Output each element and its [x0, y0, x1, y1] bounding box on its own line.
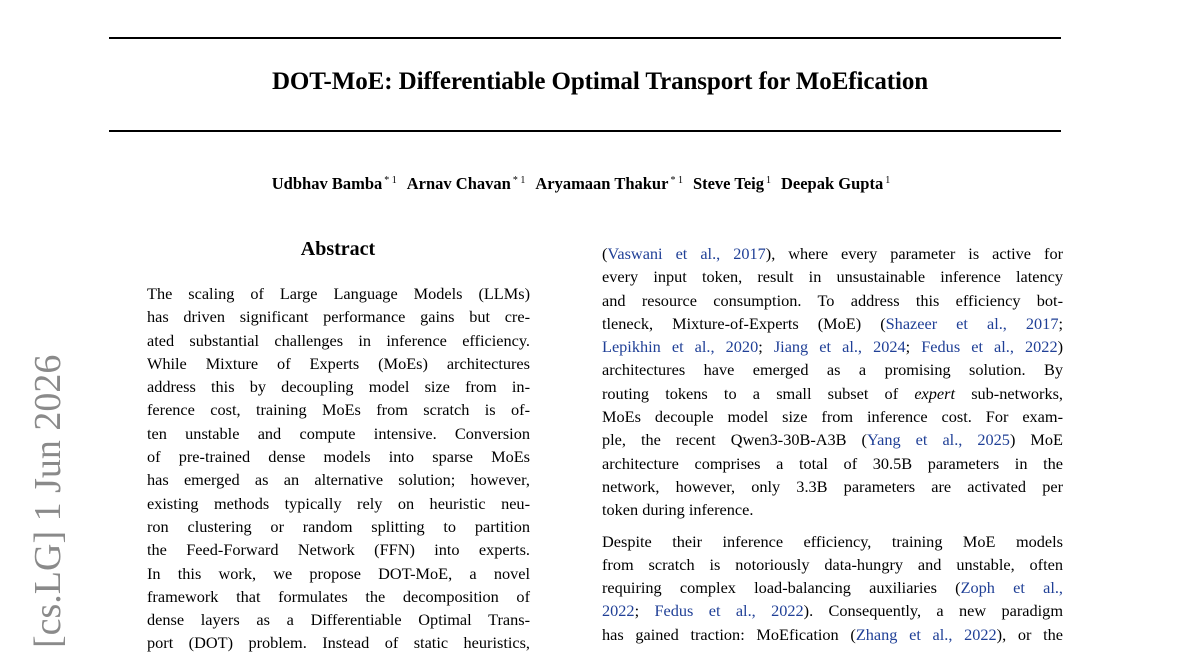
text-line: architecture comprises a total of 30.5B parameters in the	[602, 453, 1063, 473]
text-line: architectures have emerged as a promising solution. By	[602, 360, 1063, 380]
citation-link[interactable]: Fedus et al., 2022	[921, 337, 1058, 357]
intro-paragraph-2	[602, 530, 1063, 646]
text-line: tleneck, Mixture-of-Experts (MoE) (Shazeer et al., 2017;	[602, 313, 1063, 333]
citation-link[interactable]: Lepikhin et al., 2020	[602, 337, 759, 357]
author-name	[407, 174, 526, 193]
text-line: ple, the recent Qwen3-30B-A3B (Yang et al., 2025) MoE	[602, 430, 1063, 450]
author-name-text: Aryamaan Thakur	[535, 174, 669, 193]
text-line: routing tokens to a small subset of expert sub-networks,	[602, 383, 1063, 403]
author-list	[0, 174, 1162, 194]
text-line: While Mixture of Experts (MoEs) architectures	[147, 353, 530, 373]
abstract-heading: Abstract	[300, 238, 376, 260]
citation-link[interactable]: Yang et al., 2025	[866, 430, 1010, 450]
title-bottom-rule	[109, 130, 1061, 132]
text-line: requiring complex load-balancing auxiliaries (Zoph et al.,	[602, 578, 1063, 598]
author-name	[781, 174, 890, 193]
author-name-text: Deepak Gupta	[780, 174, 884, 193]
text-line: has gained traction: MoEfication (Zhang et al., 2022), or the	[602, 624, 1063, 644]
text-line: (Vaswani et al., 2017), where every parameter is active for	[602, 244, 1064, 263]
affiliation-mark: 1	[885, 175, 891, 186]
citation-link[interactable]: Vaswani et al., 2017	[607, 244, 766, 263]
text-line: Lepikhin et al., 2020; Jiang et al., 2024; Fedus et al., 2022)	[602, 337, 1064, 357]
affiliation-mark: * 1	[384, 175, 397, 186]
text-line: MoEs decouple model size from inference cost. For exam-	[602, 407, 1063, 427]
text-line: has driven significant performance gains but cre-	[147, 307, 530, 327]
text-line: token during inference.	[602, 500, 754, 520]
text-line: ron clustering or random splitting to partition	[147, 516, 530, 536]
author-name	[535, 174, 683, 193]
intro-column	[602, 242, 1063, 646]
paper-title: DOT-MoE: Differentiable Optimal Transport for MoEfication	[271, 68, 929, 95]
author-name	[693, 174, 771, 193]
text-line: dense layers as a Differentiable Optimal Trans-	[147, 610, 530, 630]
author-name-text: Arnav Chavan	[406, 174, 511, 193]
arxiv-stamp: [cs.LG] 1 Jun 2026	[27, 354, 69, 648]
author-name-text: Steve Teig	[692, 174, 764, 193]
top-rule	[109, 37, 1061, 39]
citation-link[interactable]: Jiang et al., 2024	[773, 337, 906, 357]
text-line: and resource consumption. To address this efficiency bot-	[602, 290, 1063, 310]
text-line: has emerged as an alternative solution; however,	[147, 470, 530, 490]
citation-link[interactable]: Shazeer et al., 2017	[885, 313, 1059, 333]
affiliation-mark: * 1	[512, 175, 526, 186]
abstract-text	[147, 282, 530, 655]
text-line: address this by decoupling model size from in-	[147, 377, 530, 397]
citation-link[interactable]: Fedus et al., 2022	[654, 601, 804, 621]
text-line: of pre-trained dense models into sparse MoEs	[147, 447, 530, 467]
text-line: 2022; Fedus et al., 2022). Consequently, a new paradigm	[602, 601, 1063, 621]
intro-paragraph-1	[602, 242, 1063, 522]
author-name	[272, 174, 397, 193]
text-line: from scratch is notoriously data-hungry and unstable, often	[602, 554, 1063, 574]
text-line: every input token, result in unsustainable inference latency	[602, 267, 1063, 287]
text-line: ference cost, training MoEs from scratch is of-	[147, 400, 530, 420]
emphasis-text: expert	[914, 383, 955, 403]
citation-link[interactable]: Zhang et al., 2022	[855, 624, 997, 644]
citation-link[interactable]: Zoph et al.,	[960, 578, 1063, 598]
author-name-text: Udbhav Bamba	[271, 174, 383, 193]
text-line: port (DOT) problem. Instead of static heuristics,	[147, 633, 530, 653]
affiliation-mark: * 1	[670, 175, 683, 186]
text-line: framework that formulates the decomposition of	[147, 586, 530, 606]
text-line: ated substantial challenges in inference efficiency.	[147, 330, 530, 350]
citation-link[interactable]: 2022	[602, 601, 635, 621]
affiliation-mark: 1	[765, 175, 771, 186]
text-line: network, however, only 3.3B parameters are activated per	[602, 476, 1063, 496]
text-line: existing methods typically rely on heuristic neu-	[147, 493, 530, 513]
text-line: ten unstable and compute intensive. Conversion	[147, 423, 530, 443]
text-line: Despite their inference efficiency, training MoE models	[602, 531, 1063, 551]
text-line: the Feed-Forward Network (FFN) into experts.	[147, 540, 530, 560]
text-line: The scaling of Large Language Models (LLMs)	[147, 284, 530, 303]
text-line: In this work, we propose DOT-MoE, a novel	[147, 563, 530, 583]
